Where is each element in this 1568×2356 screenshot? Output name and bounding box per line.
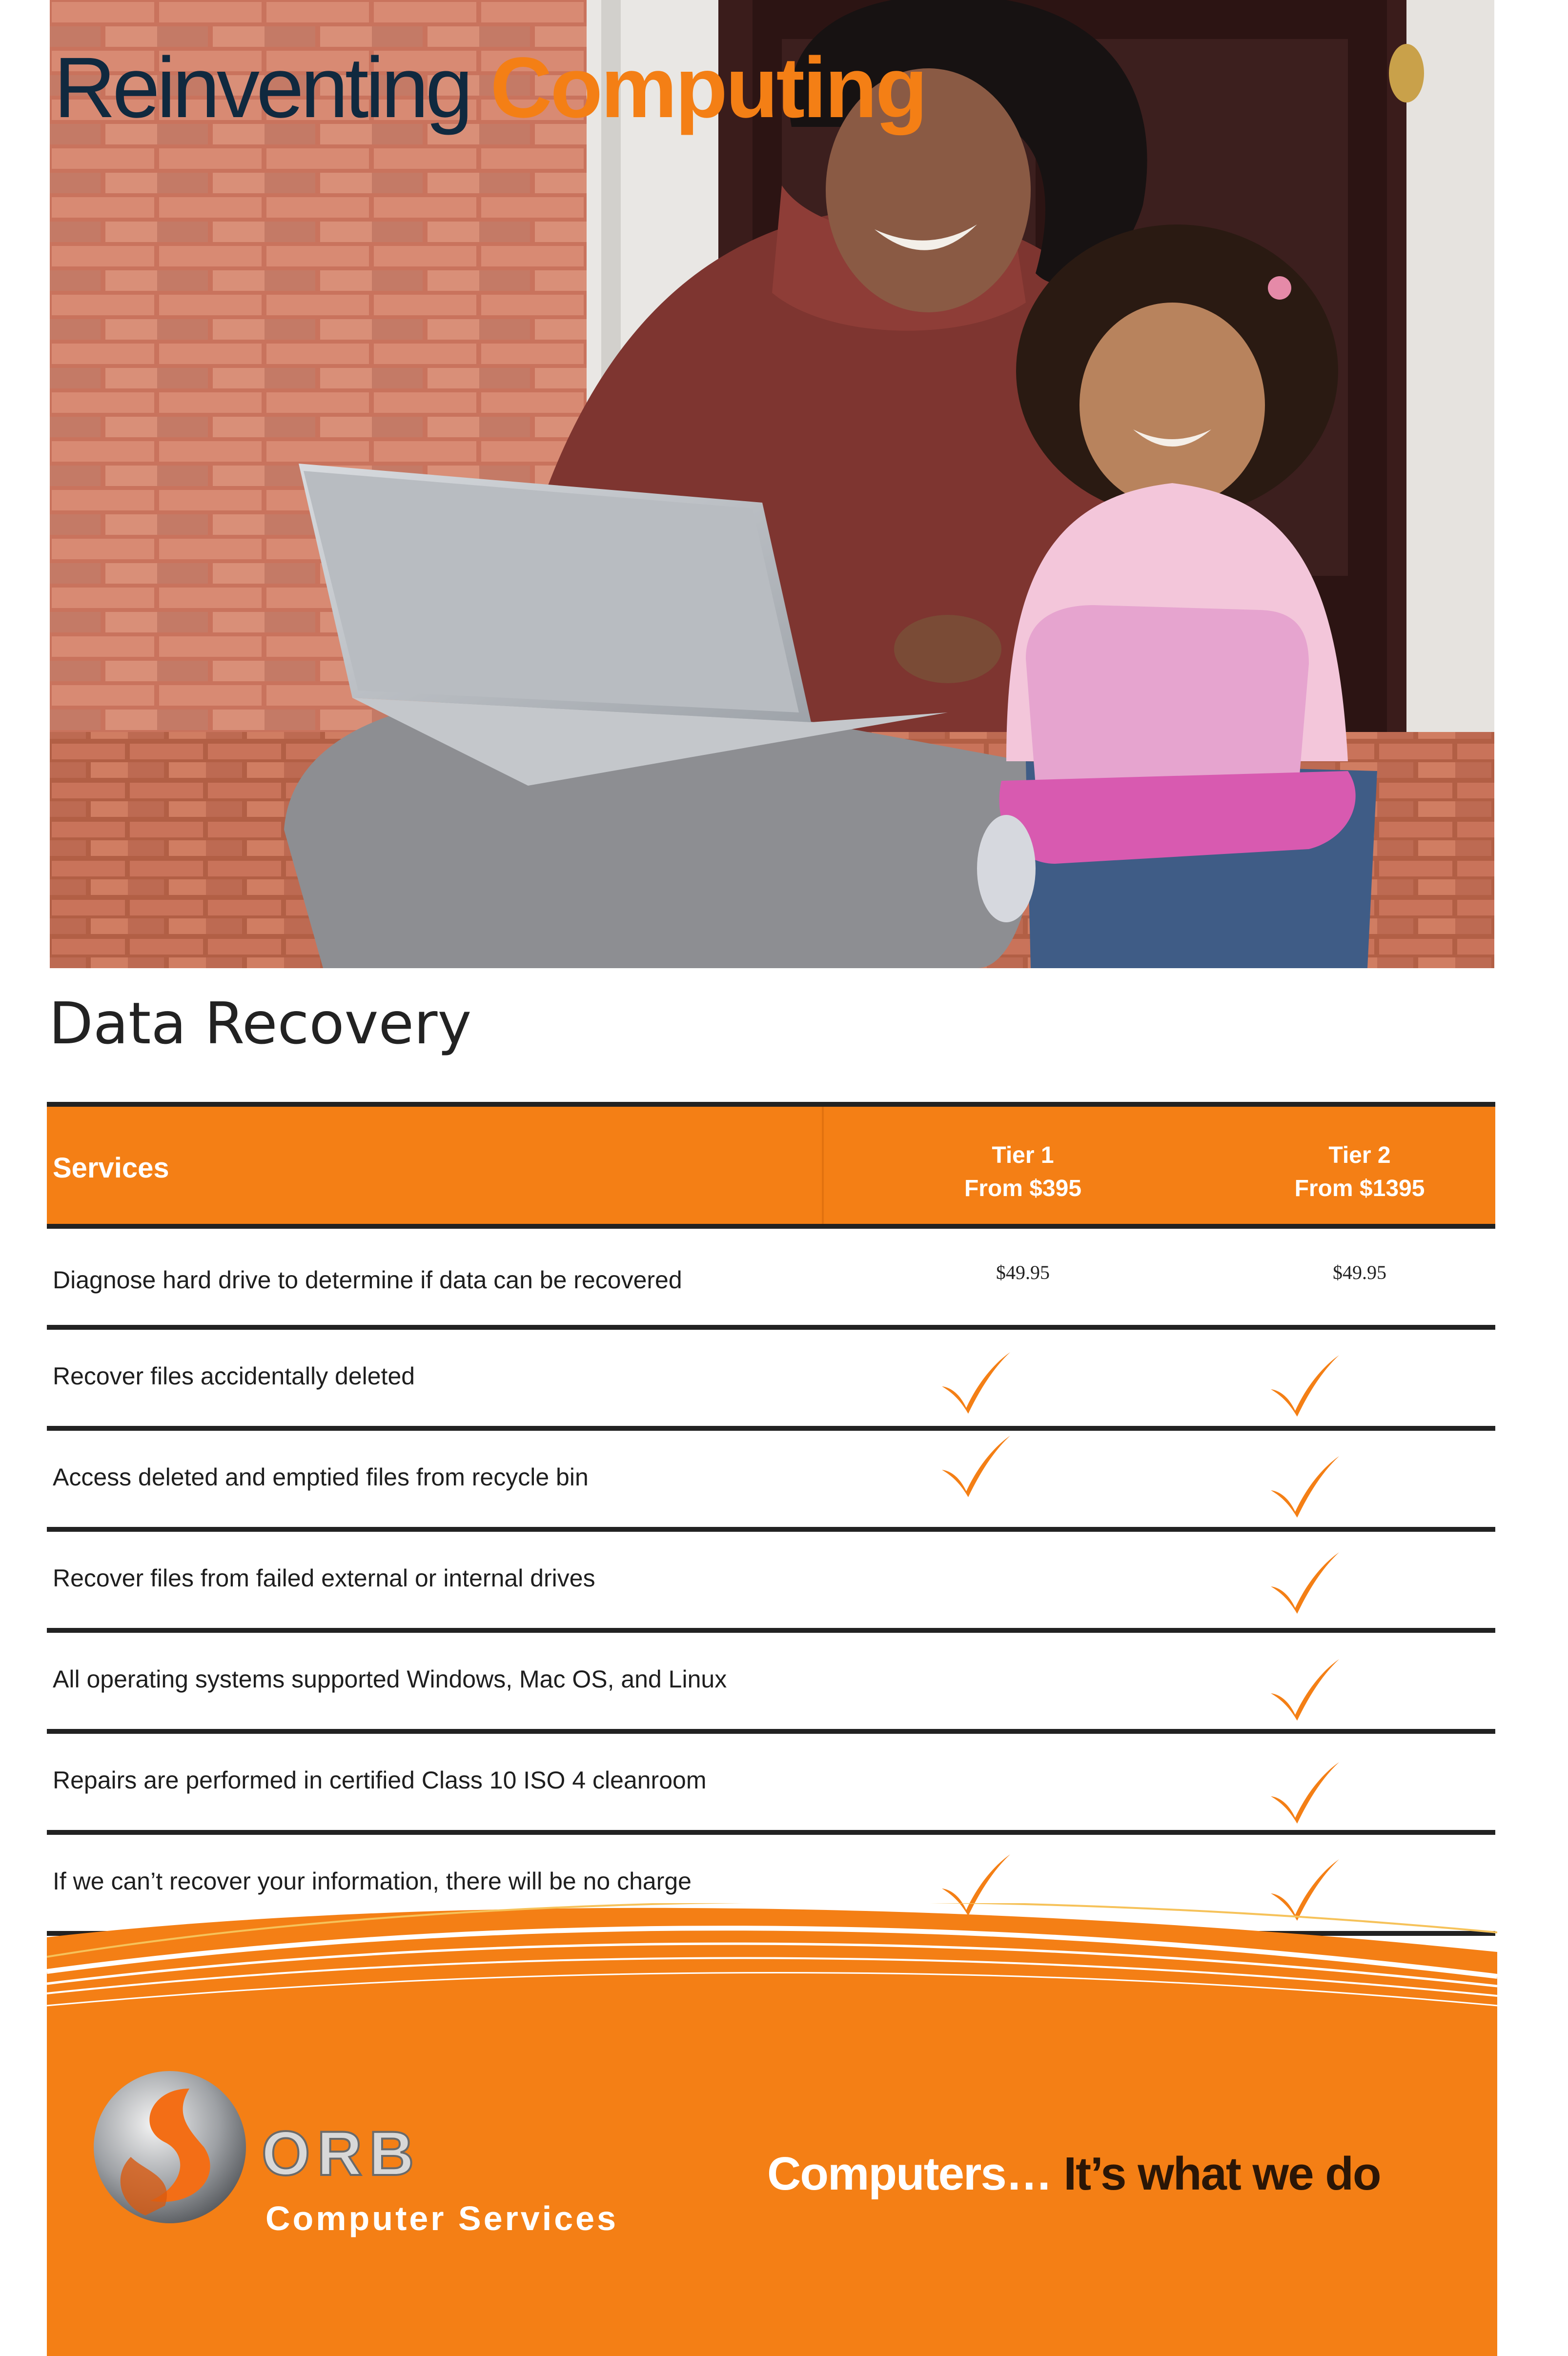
- table-row: [47, 1431, 1495, 1532]
- services-table: [47, 1102, 1495, 1936]
- hero-photo: [50, 0, 1494, 968]
- tier-2-price: From $1395: [1294, 1176, 1425, 1201]
- header-services: Services: [53, 1152, 169, 1184]
- tier-2-check-icon: [1265, 1548, 1343, 1617]
- table-row: [47, 1532, 1495, 1633]
- service-label: Recover files accidentally deleted: [53, 1362, 415, 1390]
- service-label: Diagnose hard drive to determine if data can be recovered: [53, 1266, 682, 1294]
- table-row: [47, 1633, 1495, 1734]
- tier-2-name: Tier 2: [1328, 1142, 1391, 1168]
- tier-1-check-icon: [936, 1348, 1014, 1417]
- tagline-part1: Computers…: [767, 2148, 1052, 2200]
- service-label: Recover files from failed external or internal drives: [53, 1564, 595, 1592]
- hero-title-part2: Computing: [490, 40, 926, 136]
- hero-title-part1: Reinventing: [54, 40, 470, 136]
- tier-2-price-value: $49.95: [1333, 1261, 1386, 1283]
- tier-1-price: From $395: [964, 1176, 1082, 1201]
- footer-banner: [47, 1903, 1497, 2356]
- header-tier-1: [876, 1139, 1169, 1205]
- section-title: Data Recovery: [49, 990, 472, 1057]
- tier-1-check-icon: [936, 1432, 1014, 1500]
- tier-2-check-icon: [1265, 1351, 1343, 1420]
- tier-2-check-icon: [1265, 1655, 1343, 1724]
- table-row: [47, 1229, 1495, 1330]
- table-header: [47, 1102, 1495, 1229]
- photo-mother-daughter-laptops: [50, 0, 1494, 968]
- table-row: [47, 1734, 1495, 1835]
- tier-1-price-value: $49.95: [996, 1261, 1050, 1283]
- tier-1-name: Tier 1: [992, 1142, 1054, 1168]
- header-tier-2: [1213, 1139, 1506, 1205]
- tier-2-check-icon: [1265, 1452, 1343, 1521]
- service-label: If we can’t recover your information, there will be no charge: [53, 1868, 692, 1895]
- tier-2-check-icon: [1265, 1758, 1343, 1827]
- brand-subtitle: Computer Services: [265, 2199, 619, 2237]
- tagline-part2: It’s what we do: [1063, 2148, 1381, 2200]
- brand-name: ORB: [262, 2119, 421, 2189]
- header-divider: [822, 1107, 824, 1224]
- service-label: Repairs are performed in certified Class 10 ISO 4 cleanroom: [53, 1767, 707, 1794]
- service-label: Access deleted and emptied files from recycle bin: [53, 1463, 589, 1491]
- orb-logo-icon: [92, 2069, 248, 2225]
- hero-title: [54, 40, 926, 136]
- service-label: All operating systems supported Windows, Mac OS, and Linux: [53, 1665, 727, 1693]
- tagline: [767, 2147, 1381, 2201]
- table-row: [47, 1330, 1495, 1431]
